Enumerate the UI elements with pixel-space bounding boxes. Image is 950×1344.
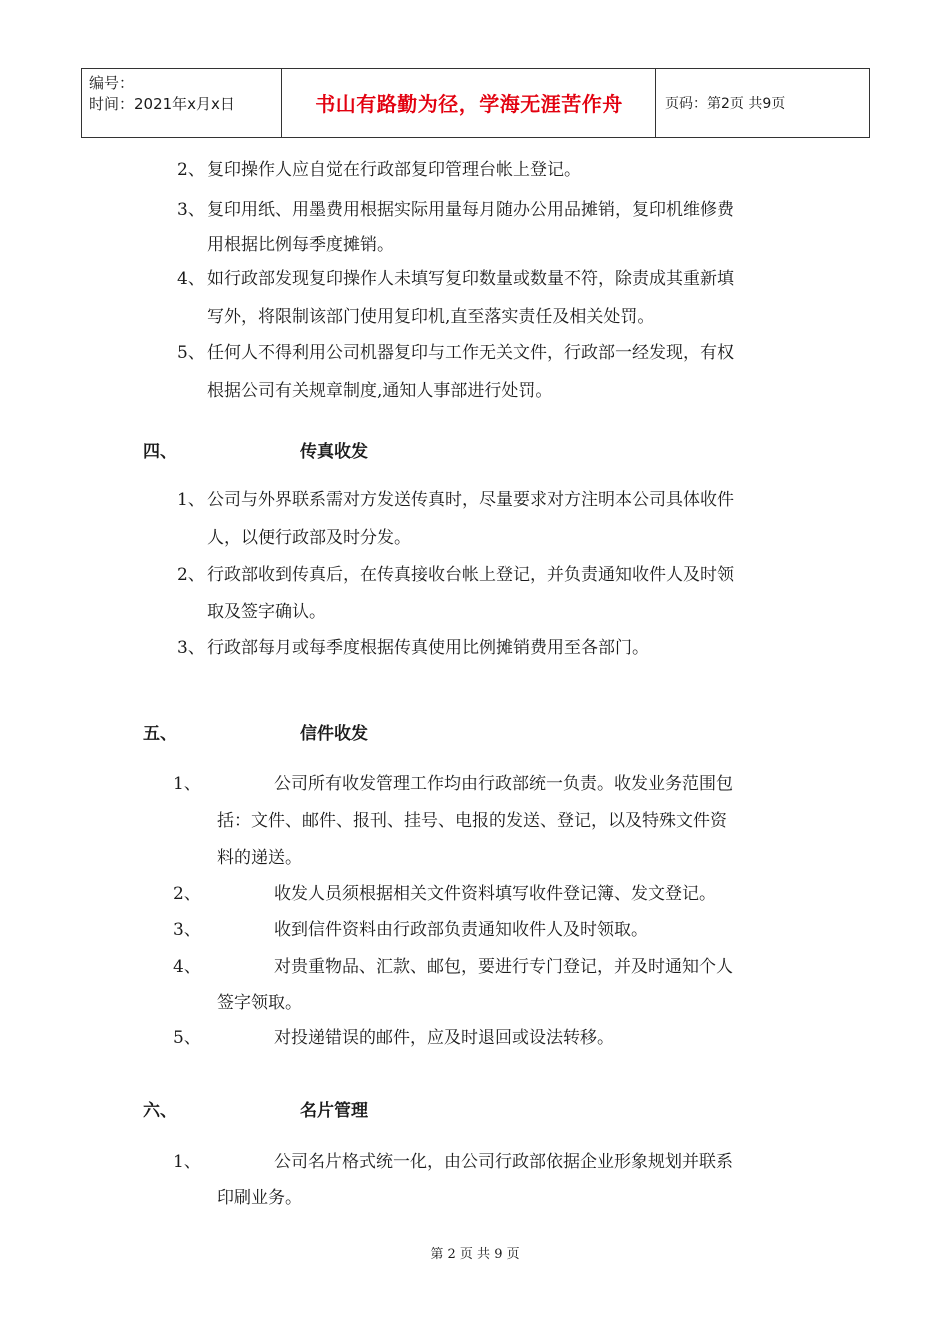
section-number: 五、	[143, 724, 177, 744]
list-item-text: 收到信件资料由行政部负责通知收件人及时领取。	[274, 920, 648, 940]
header-divider-1	[281, 69, 282, 137]
header-motto: 书山有路勤为径，学海无涯苦作舟	[315, 92, 623, 116]
list-item-number: 1、	[173, 1152, 201, 1172]
list-item-text: 公司与外界联系需对方发送传真时，尽量要求对方注明本公司具体收件	[207, 490, 734, 510]
list-item-text: 签字领取。	[217, 993, 302, 1013]
list-item-number: 2、	[177, 565, 205, 585]
list-item-text: 任何人不得利用公司机器复印与工作无关文件，行政部一经发现，有权	[207, 343, 734, 363]
list-item-number: 3、	[177, 638, 205, 658]
section-number: 四、	[143, 442, 177, 462]
header-border-right	[869, 69, 870, 137]
list-item-number: 3、	[173, 920, 201, 940]
list-item-number: 1、	[177, 490, 205, 510]
document-number-label: 编号：	[89, 74, 135, 92]
document-time-label: 时间：2021年x月x日	[89, 95, 235, 113]
list-item-text: 对投递错误的邮件，应及时退回或设法转移。	[274, 1028, 614, 1048]
list-item-text: 复印用纸、用墨费用根据实际用量每月随办公用品摊销，复印机维修费	[207, 200, 734, 220]
list-item-text: 用根据比例每季度摊销。	[207, 235, 394, 255]
list-item-text: 料的递送。	[217, 848, 302, 868]
page-footer: 第 2 页 共 9 页	[430, 1247, 520, 1262]
list-item-text: 复印操作人应自觉在行政部复印管理台帐上登记。	[207, 160, 581, 180]
document-header	[81, 68, 870, 138]
list-item-text: 收发人员须根据相关文件资料填写收件登记簿、发文登记。	[274, 884, 716, 904]
list-item-text: 公司名片格式统一化，由公司行政部依据企业形象规划并联系	[274, 1152, 733, 1172]
list-item-text: 根据公司有关规章制度,通知人事部进行处罚。	[207, 381, 553, 401]
section-title: 传真收发	[300, 442, 368, 462]
list-item-text: 行政部每月或每季度根据传真使用比例摊销费用至各部门。	[207, 638, 649, 658]
list-item-number: 2、	[177, 160, 205, 180]
list-item-text: 如行政部发现复印操作人未填写复印数量或数量不符，除责成其重新填	[207, 269, 734, 289]
list-item-number: 5、	[177, 343, 205, 363]
list-item-text: 公司所有收发管理工作均由行政部统一负责。收发业务范围包	[274, 774, 733, 794]
section-title: 名片管理	[300, 1101, 368, 1121]
list-item-number: 5、	[173, 1028, 201, 1048]
header-page-number: 页码：第2页 共9页	[665, 96, 786, 112]
list-item-number: 2、	[173, 884, 201, 904]
list-item-text: 括：文件、邮件、报刊、挂号、电报的发送、登记，以及特殊文件资	[217, 811, 727, 831]
list-item-number: 4、	[177, 269, 205, 289]
section-title: 信件收发	[300, 724, 368, 744]
list-item-text: 对贵重物品、汇款、邮包，要进行专门登记，并及时通知个人	[274, 957, 733, 977]
header-meta	[89, 73, 235, 115]
list-item-text: 印刷业务。	[217, 1188, 302, 1208]
list-item-text: 行政部收到传真后，在传真接收台帐上登记，并负责通知收件人及时领	[207, 565, 734, 585]
list-item-text: 写外，将限制该部门使用复印机,直至落实责任及相关处罚。	[207, 307, 655, 327]
header-divider-2	[655, 69, 656, 137]
list-item-number: 1、	[173, 774, 201, 794]
list-item-text: 人，以便行政部及时分发。	[207, 528, 411, 548]
header-border-left	[81, 69, 82, 137]
list-item-number: 4、	[173, 957, 201, 977]
list-item-number: 3、	[177, 200, 205, 220]
list-item-text: 取及签字确认。	[207, 602, 326, 622]
section-number: 六、	[143, 1101, 177, 1121]
